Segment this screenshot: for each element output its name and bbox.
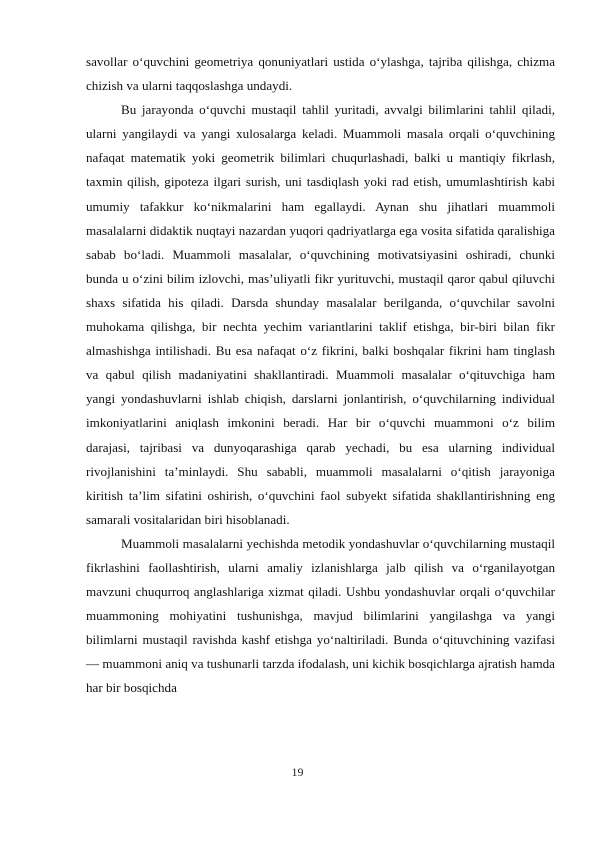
paragraph-3: Muammoli masalalarni yechishda metodik yondashuvlar o‘quvchilarning mustaqil fikrlashini faollashtirish, ularni amaliy izlanishlarga jalb qilish va o‘rganilayotgan mavzuni chuqurroq anglashlariga xizmat qiladi. Ushbu yondashuvlar orqali o‘quvchilar muammoning mohiyatini tushunishga, mavjud bilimlarini yangilashga va yangi bilimlarni mustaqil ravishda kashf etishga yo‘naltiriladi. Bunda o‘qituvchining vazifasi — muammoni aniq va tushunarli tarzda ifodalash, uni kichik bosqichlarga ajratish hamda har bir bosqichda — [86, 535, 555, 696]
document-page — [86, 50, 555, 701]
paragraph-1: savollar o‘quvchini geometriya qonuniyatlari ustida o‘ylashga, tajriba qilishga, chizma chizish va ularni taqqoslashga undaydi. — [86, 54, 555, 94]
paragraph-2: Bu jarayonda o‘quvchi mustaqil tahlil yuritadi, avvalgi bilimlarini tahlil qiladi, ularni yangilaydi va yangi xulosalarga keladi. Muammoli masala orqali o‘quvchining nafaqat matematik yoki geometrik bilimlari chuqurlashadi, balki u mantiqiy fikrlash, taxmin qilish, gipoteza ilgari surish, uni tasdiqlash yoki rad etish, umumlashtirish kabi umumiy tafakkur ko‘nikmalarini ham egallaydi. Aynan shu jihatlari muammoli masalalarni didaktik nuqtayi nazardan yuqori qadriyatlarga ega vosita sifatida qaralishiga sabab bo‘ladi. Muammoli masalalar, o‘quvchining motivatsiyasini oshiradi, chunki bunda u o‘zini bilim izlovchi, mas’uliyatli fikr yurituvchi, mustaqil qaror qabul qiluvchi shaxs sifatida his qiladi. Darsda shunday masalalar berilganda, o‘quvchilar savolni muhokama qilishga, bir nechta yechim variantlarini taklif etishga, bir-biri bilan fikr almashishga intilishadi. Bu esa nafaqat o‘z fikrini, balki boshqalar fikrini ham tinglash va qabul qilish madaniyatini shakllantiradi. Muammoli masalalar o‘qituvchiga ham yangi yondashuvlarni ishlab chiqish, darslarni jonlantirish, o‘quvchilarning individual imkoniyatlarini aniqlash imkonini beradi. Har bir o‘quvchi muammoni o‘z bilim darajasi, tajribasi va dunyoqarashiga qarab yechadi, bu esa ularning individual rivojlanishini ta’minlaydi. Shu sababli, muammoli masalalarni o‘qitish jarayoniga kiritish ta’lim sifatini oshirish, o‘quvchini faol subyekt sifatida shakllantirishning eng samarali vositalaridan biri hisoblanadi. — [86, 102, 555, 527]
page-number: 19 — [291, 765, 304, 779]
